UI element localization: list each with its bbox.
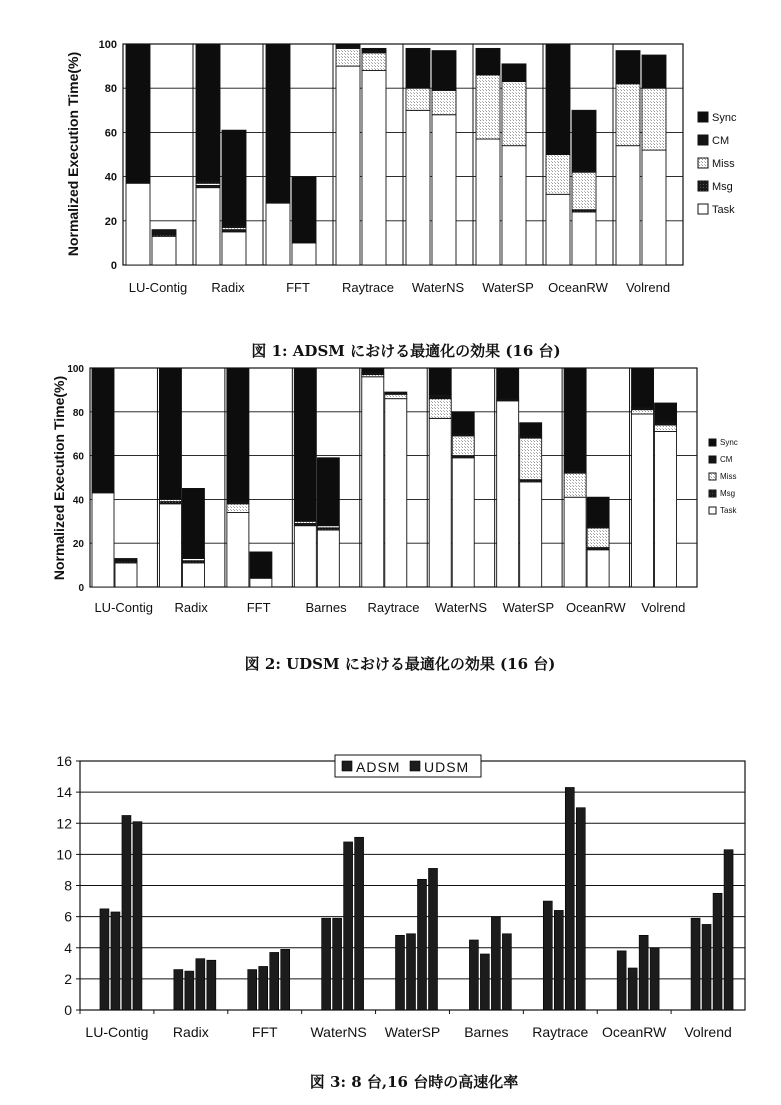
- chart-2-bar-sync: [655, 403, 677, 423]
- chart-3-category-label: Radix: [172, 1024, 209, 1040]
- chart-3-bar: [418, 879, 427, 1010]
- chart-2-legend-label: Task: [720, 506, 737, 515]
- chart-2-category-label: Volrend: [641, 600, 686, 615]
- chart-1-legend-label: Sync: [712, 112, 737, 124]
- chart-1-ytick-label: 100: [98, 39, 117, 51]
- chart-2-ytick-label: 60: [72, 451, 84, 463]
- chart-1-bar-miss: [502, 82, 526, 146]
- chart-1-bar-miss: [642, 88, 666, 150]
- chart-2-bar-task: [182, 563, 204, 587]
- chart-1-bar-cm: [152, 230, 176, 234]
- chart-3-category-label: LU-Contig: [85, 1024, 149, 1040]
- chart-1-bar-sync: [292, 177, 316, 243]
- chart-3-bar: [702, 924, 711, 1010]
- chart-2-bar-task: [159, 504, 181, 587]
- chart-1-bar-miss: [546, 155, 570, 195]
- chart-2-ytick-label: 0: [78, 583, 84, 594]
- chart-3-bar: [639, 935, 648, 1010]
- chart-1-bar-sync: [616, 51, 640, 84]
- chart-3-category-label: WaterNS: [310, 1024, 367, 1040]
- chart-3-ytick-label: 14: [56, 784, 72, 801]
- chart-1-category-label: LU-Contig: [128, 280, 188, 295]
- chart-3-bar: [691, 918, 700, 1010]
- chart-1-bar-task: [152, 236, 176, 265]
- chart-2-bar-miss: [385, 394, 407, 398]
- chart-2: [51, 364, 738, 673]
- chart-2-bar-miss: [520, 438, 542, 480]
- chart-2-bar-task: [227, 513, 249, 587]
- chart-3-legend-label: UDSM: [424, 759, 470, 775]
- chart-1-legend-swatch: [698, 112, 708, 122]
- chart-3-legend-swatch: [410, 761, 420, 771]
- chart-3-bar: [322, 918, 331, 1010]
- chart-3-bar: [429, 868, 438, 1010]
- chart-2-bar-task: [385, 399, 407, 587]
- chart-3-ytick-label: 0: [64, 1002, 72, 1018]
- chart-2-bar-task: [520, 482, 542, 587]
- chart-3-bar: [469, 940, 478, 1010]
- chart-3-category-label: FFT: [251, 1024, 278, 1040]
- chart-1-plot: [99, 39, 737, 295]
- chart-2-category-label: FFT: [246, 600, 271, 615]
- chart-1-bar-task: [222, 232, 246, 265]
- chart-2-bar-cm: [385, 392, 407, 394]
- chart-2-bar-sync: [227, 368, 249, 502]
- chart-3-bar: [724, 850, 733, 1010]
- chart-2-bar-miss: [655, 425, 677, 432]
- chart-1-bar-miss: [336, 48, 360, 66]
- chart-1-bar-task: [126, 183, 150, 265]
- chart-1-bar-task: [266, 203, 290, 265]
- chart-2-category-label: Raytrace: [367, 600, 420, 615]
- chart-3: [56, 753, 745, 1091]
- chart-3-bar: [617, 951, 626, 1010]
- chart-1-legend-swatch: [698, 204, 708, 214]
- chart-3-category-label: OceanRW: [602, 1024, 667, 1040]
- chart-1-bar-miss: [406, 88, 430, 110]
- chart-2-bar-task: [429, 418, 451, 587]
- chart-1-bar-task: [362, 71, 386, 265]
- chart-3-ytick-label: 10: [56, 846, 72, 863]
- chart-3-bar: [207, 960, 216, 1010]
- chart-2-bar-sync: [250, 552, 272, 578]
- chart-1-bar-task: [572, 212, 596, 265]
- chart-1-bar-sync: [572, 110, 596, 170]
- chart-2-ytick-label: 100: [67, 364, 84, 375]
- chart-1-bar-sync: [546, 44, 570, 155]
- chart-3-bar: [185, 971, 194, 1010]
- chart-1-bar-task: [476, 139, 500, 265]
- chart-2-bar-sync: [317, 458, 339, 526]
- chart-1-ytick-label: 20: [104, 215, 117, 228]
- chart-2-bar-sync: [452, 412, 474, 434]
- chart-1: [65, 39, 737, 360]
- chart-1-category-label: WaterSP: [482, 280, 534, 295]
- chart-1-category-label: OceanRW: [548, 280, 608, 295]
- chart-3-category-label: Volrend: [684, 1024, 732, 1040]
- chart-1-category-label: Raytrace: [341, 280, 395, 295]
- chart-3-bar: [628, 968, 637, 1010]
- chart-2-category-label: Barnes: [305, 600, 347, 615]
- chart-1-bar-miss: [432, 90, 456, 114]
- chart-1-bar-sync: [336, 44, 360, 46]
- chart-2-category-label: LU-Contig: [94, 600, 153, 615]
- chart-2-bar-task: [497, 401, 519, 587]
- chart-1-bar-miss: [572, 172, 596, 210]
- chart-2-bar-sync: [159, 368, 181, 499]
- chart-3-bar: [565, 787, 574, 1010]
- chart-2-legend-swatch: [709, 473, 716, 480]
- chart-1-category-label: WaterNS: [411, 280, 465, 295]
- chart-3-bar: [174, 970, 183, 1010]
- chart-2-bar-miss: [632, 410, 654, 414]
- chart-2-legend-swatch: [709, 439, 716, 446]
- chart-1-ylabel: Normalized Execution Time(%): [65, 51, 81, 257]
- chart-2-bar-sync: [182, 488, 204, 558]
- chart-1-bar-task: [546, 194, 570, 265]
- chart-2-bar-task: [452, 458, 474, 587]
- chart-3-bar: [650, 948, 659, 1010]
- chart-2-bar-task: [115, 563, 137, 587]
- chart-1-bar-sync: [476, 48, 500, 75]
- chart-3-bar: [543, 901, 552, 1010]
- chart-2-legend-label: Sync: [720, 438, 738, 447]
- chart-1-bar-miss: [476, 75, 500, 139]
- chart-3-legend-swatch: [342, 761, 352, 771]
- chart-2-bar-miss: [587, 528, 609, 548]
- chart-2-category-label: WaterSP: [502, 600, 555, 615]
- chart-3-ytick-label: 16: [56, 753, 72, 769]
- chart-3-bar: [713, 893, 722, 1010]
- chart-3-bar: [133, 822, 142, 1010]
- chart-2-legend-swatch: [709, 490, 716, 497]
- chart-2-bar-sync: [362, 368, 384, 372]
- chart-3-bar: [576, 808, 585, 1010]
- chart-3-caption: 図 3: 8 台,16 台時の高速化率: [309, 1073, 519, 1091]
- chart-1-legend-swatch: [698, 135, 708, 145]
- chart-3-bar: [333, 918, 342, 1010]
- chart-1-bar-task: [292, 243, 316, 265]
- chart-3-ytick-label: 6: [64, 908, 72, 925]
- chart-2-ylabel: Normalized Execution Time(%): [51, 375, 67, 581]
- chart-3-bar: [196, 959, 205, 1010]
- chart-2-bar-miss: [429, 399, 451, 419]
- chart-1-ytick-label: 60: [104, 127, 117, 140]
- chart-1-bar-task: [432, 115, 456, 265]
- chart-3-bar: [491, 917, 500, 1010]
- chart-2-bar-miss: [564, 473, 586, 497]
- chart-1-legend-label: Task: [712, 204, 735, 216]
- chart-3-bar: [270, 952, 279, 1010]
- chart-1-bar-task: [336, 66, 360, 265]
- chart-1-bar-sync: [362, 48, 386, 50]
- chart-2-ytick-label: 20: [72, 539, 84, 551]
- chart-2-bar-cm: [115, 559, 137, 561]
- chart-1-bar-sync: [266, 44, 290, 203]
- chart-2-bar-sync: [294, 368, 316, 521]
- chart-2-bar-task: [655, 432, 677, 587]
- chart-1-bar-sync: [432, 51, 456, 91]
- chart-3-bar: [407, 934, 416, 1010]
- chart-1-caption: 図 1: ADSM における最適化の効果 (16 台): [251, 342, 561, 360]
- chart-1-bar-sync: [406, 48, 430, 88]
- chart-2-bar-task: [587, 550, 609, 587]
- chart-2-bar-task: [294, 526, 316, 587]
- chart-3-bar: [502, 934, 511, 1010]
- chart-3-bar: [480, 954, 489, 1010]
- chart-2-bar-sync: [520, 423, 542, 436]
- chart-3-bar: [248, 970, 257, 1010]
- chart-2-bar-sync: [587, 497, 609, 525]
- chart-3-bar: [281, 949, 290, 1010]
- chart-2-legend-label: CM: [720, 455, 733, 464]
- chart-2-ytick-label: 80: [72, 407, 84, 419]
- chart-3-bar: [100, 909, 109, 1010]
- chart-1-bar-sync: [126, 44, 150, 183]
- chart-2-bar-sync: [632, 368, 654, 407]
- chart-1-bar-task: [406, 110, 430, 265]
- chart-1-legend-label: Msg: [712, 181, 733, 193]
- chart-2-category-label: OceanRW: [565, 600, 626, 615]
- chart-3-legend: [335, 755, 481, 777]
- chart-1-legend-swatch: [698, 158, 708, 168]
- chart-1-bar-sync: [222, 130, 246, 225]
- chart-1-legend-label: Miss: [712, 158, 735, 170]
- chart-3-category-label: Barnes: [464, 1024, 509, 1040]
- chart-2-bar-task: [317, 530, 339, 587]
- chart-1-legend-label: CM: [712, 135, 730, 147]
- chart-2-bar-miss: [227, 504, 249, 513]
- chart-1-bar-task: [502, 146, 526, 265]
- chart-3-bar: [259, 966, 268, 1010]
- chart-2-bar-miss: [452, 436, 474, 456]
- chart-1-bar-miss: [616, 84, 640, 146]
- chart-3-ytick-label: 4: [64, 939, 72, 956]
- chart-2-legend-label: Miss: [720, 472, 737, 481]
- chart-3-plot: [56, 753, 745, 1040]
- chart-1-bar-task: [196, 188, 220, 265]
- chart-2-bar-sync: [564, 368, 586, 471]
- chart-3-bar: [122, 815, 131, 1010]
- chart-2-bar-task: [362, 377, 384, 587]
- chart-1-ytick-label: 80: [104, 83, 117, 96]
- chart-3-category-label: WaterSP: [384, 1024, 441, 1040]
- chart-1-ytick-label: 40: [104, 171, 117, 184]
- chart-2-bar-task: [632, 414, 654, 587]
- chart-3-bar: [344, 842, 353, 1010]
- chart-1-category-label: Volrend: [625, 280, 671, 295]
- chart-2-bar-sync: [497, 368, 519, 399]
- chart-3-category-label: Raytrace: [532, 1024, 589, 1040]
- chart-1-category-label: Radix: [211, 280, 245, 295]
- chart-3-legend-label: ADSM: [356, 759, 401, 775]
- chart-2-category-label: Radix: [174, 600, 208, 615]
- chart-2-legend-swatch: [709, 456, 716, 463]
- chart-2-bar-task: [564, 497, 586, 587]
- chart-2-category-label: WaterNS: [434, 600, 488, 615]
- chart-2-bar-cm: [429, 394, 451, 398]
- chart-2-bar-sync: [92, 368, 114, 493]
- chart-2-bar-task: [92, 493, 114, 587]
- chart-1-bar-task: [642, 150, 666, 265]
- chart-1-category-label: FFT: [286, 280, 310, 295]
- chart-1-bar-task: [616, 146, 640, 265]
- chart-1-bar-sync: [196, 44, 220, 181]
- chart-1-bar-miss: [362, 53, 386, 71]
- chart-3-bar: [355, 837, 364, 1010]
- chart-3-bar: [111, 912, 120, 1010]
- chart-2-caption: 図 2: UDSM における最適化の効果 (16 台): [244, 655, 556, 673]
- chart-1-bar-sync: [642, 55, 666, 88]
- chart-1-ytick-label: 0: [110, 260, 117, 272]
- chart-2-bar-sync: [429, 368, 451, 394]
- chart-3-ytick-label: 12: [56, 815, 72, 832]
- chart-3-bar: [554, 910, 563, 1010]
- chart-2-legend-swatch: [709, 507, 716, 514]
- chart-3-ytick-label: 8: [64, 877, 72, 894]
- chart-2-bar-task: [250, 578, 272, 587]
- chart-3-bar: [396, 935, 405, 1010]
- chart-2-legend-label: Msg: [720, 489, 736, 498]
- chart-1-bar-sync: [502, 64, 526, 82]
- chart-2-ytick-label: 40: [72, 495, 84, 507]
- chart-3-ytick-label: 2: [64, 970, 72, 987]
- chart-1-legend-swatch: [698, 181, 708, 191]
- chart-2-plot: [67, 364, 737, 615]
